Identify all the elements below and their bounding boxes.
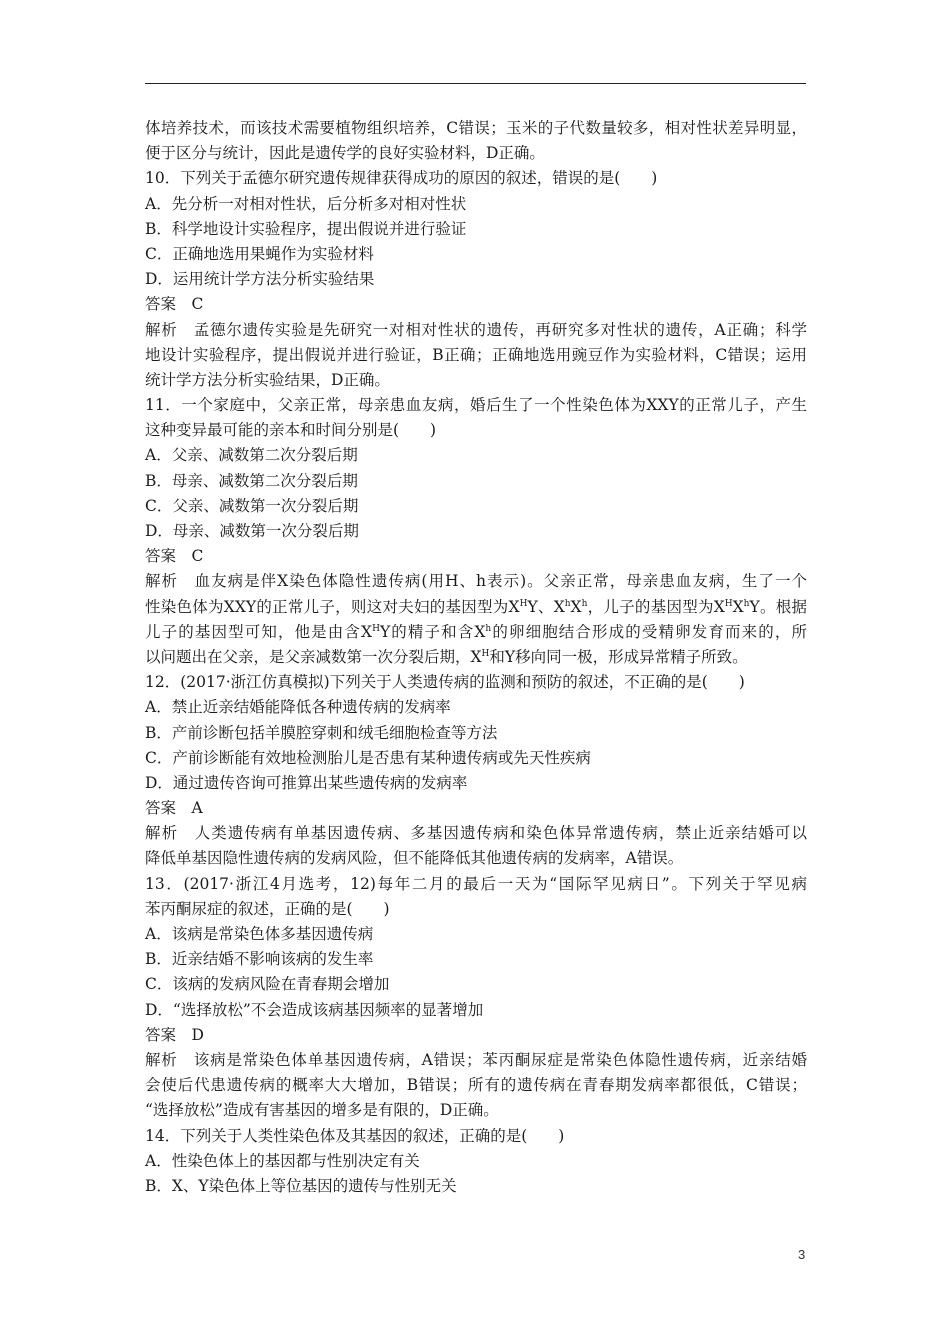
text-line [145,620,807,645]
text-segment: 儿子的基因型可知，他是由含X [145,622,373,641]
text-segment: X [732,597,744,616]
text-segment: 性染色体为XXY的正常儿子，则这对夫妇的基因型为X [145,597,520,616]
text-line: 答案 D [145,1025,204,1044]
text-line [145,645,815,670]
text-line: 答案 C [145,547,204,566]
text-line: D．通过遗传咨询可推算出某些遗传病的发病率 [145,773,468,792]
text-line: 便于区分与统计，因此是遗传学的良好实验材料，D正确。 [145,144,545,163]
text-line: 答案 A [145,799,203,818]
text-line: 苯丙酮尿症的叙述，正确的是( ) [145,899,390,918]
text-line: 解析 孟德尔遗传实验是先研究一对相对性状的遗传，再研究多对性状的遗传，A正确；科学 [145,320,807,339]
text-line: 14．下列关于人类性染色体及其基因的叙述，正确的是( ) [145,1126,565,1145]
text-line: A．该病是常染色体多基因遗传病 [145,925,374,943]
superscript: h [564,598,571,609]
text-line: 降低单基因隐性遗传病的发病风险，但不能降低其他遗传病的发病率，A错误。 [145,849,684,868]
superscript: h [581,598,588,609]
text-line: B．近亲结婚不影响该病的发生率 [145,950,374,969]
text-line: B．科学地设计实验程序，提出假说并进行验证 [145,219,467,238]
text-segment: 的卵细胞结合形成的受精卵发育而来的，所 [491,622,807,641]
text-line: C．正确地选用果蝇作为实验材料 [145,244,374,263]
text-line: C．该病的发病风险在青春期会增加 [145,975,390,994]
superscript: h [485,623,492,634]
text-line: B．X、Y染色体上等位基因的遗传与性别无关 [145,1176,457,1195]
text-line [145,595,807,620]
text-line: B．产前诊断包括羊膜腔穿刺和绒毛细胞检查等方法 [145,723,498,742]
text-segment: X [570,597,582,616]
text-line: C．产前诊断能有效地检测胎儿是否患有某种遗传病或先天性疾病 [145,748,591,767]
text-line: C．父亲、减数第一次分裂后期 [145,496,359,515]
text-line: D．“选择放松”不会造成该病基因频率的显著增加 [145,1000,484,1019]
text-line: 统计学方法分析实验结果，D正确。 [145,370,390,389]
text-line: 11．一个家庭中，父亲正常，母亲患血友病，婚后生了一个性染色体为XXY的正常儿子，产生 [145,396,807,415]
text-line: 这种变异最可能的亲本和时间分别是( ) [145,421,437,440]
text-segment: 以问题出在父亲，是父亲减数第一次分裂后期，X [145,647,482,666]
text-line: B．母亲、减数第二次分裂后期 [145,471,358,490]
text-line: 解析 血友病是伴X染色体隐性遗传病(用H、h表示)。父亲正常，母亲患血友病，生了一个 [145,572,807,591]
text-segment: Y、X [527,597,565,616]
text-line: 解析 该病是常染色体单基因遗传病，A错误；苯丙酮尿症是常染色体隐性遗传病，近亲结婚 [145,1050,807,1069]
text-line: A．先分析一对相对性状，后分析多对相对性状 [145,194,467,213]
text-line: D．母亲、减数第一次分裂后期 [145,522,359,540]
text-segment: 和Y移向同一极，形成异常精子所致。 [489,647,748,666]
text-line: 会使后代患遗传病的概率大大增加，B错误；所有的遗传病在青春期发病率都很低，C错误； [145,1076,807,1095]
header-rule [145,83,806,84]
text-line: A．父亲、减数第二次分裂后期 [145,446,358,465]
text-segment: Y。根据 [749,597,807,616]
page-body [145,116,815,1199]
text-line: A．性染色体上的基因都与性别决定有关 [145,1151,420,1170]
text-line: 体培养技术，而该技术需要植物组织培养，C错误；玉米的子代数量较多，相对性状差异明显， [145,119,807,137]
superscript: H [519,598,528,609]
text-segment: ，儿子的基因型为X [587,597,725,616]
superscript: H [372,623,380,634]
text-line: 答案 C [145,295,204,314]
page-number: 3 [798,1247,806,1262]
text-line: A．禁止近亲结婚能降低各种遗传病的发病率 [145,698,451,717]
text-line: “选择放松”造成有害基因的增多是有限的，D正确。 [145,1101,499,1120]
superscript: h [743,598,750,609]
text-line: 解析 人类遗传病有单基因遗传病、多基因遗传病和染色体异常遗传病，禁止近亲结婚可以 [145,824,807,843]
superscript: H [724,598,733,609]
text-line: 地设计实验程序，提出假说并进行验证，B正确；正确地选用豌豆作为实验材料，C错误；运用 [145,345,807,364]
text-segment: Y的精子和含X [379,622,486,641]
superscript: H [481,648,490,659]
text-line: 12．(2017·浙江仿真模拟)下列关于人类遗传病的监测和预防的叙述，不正确的是( ) [145,673,745,692]
text-line: 13．(2017·浙江4月选考，12)每年二月的最后一天为“国际罕见病日”。下列关于罕见病 [145,874,807,893]
text-line: 10．下列关于孟德尔研究遗传规律获得成功的原因的叙述，错误的是( ) [145,169,658,188]
text-line: D．运用统计学方法分析实验结果 [145,270,375,289]
